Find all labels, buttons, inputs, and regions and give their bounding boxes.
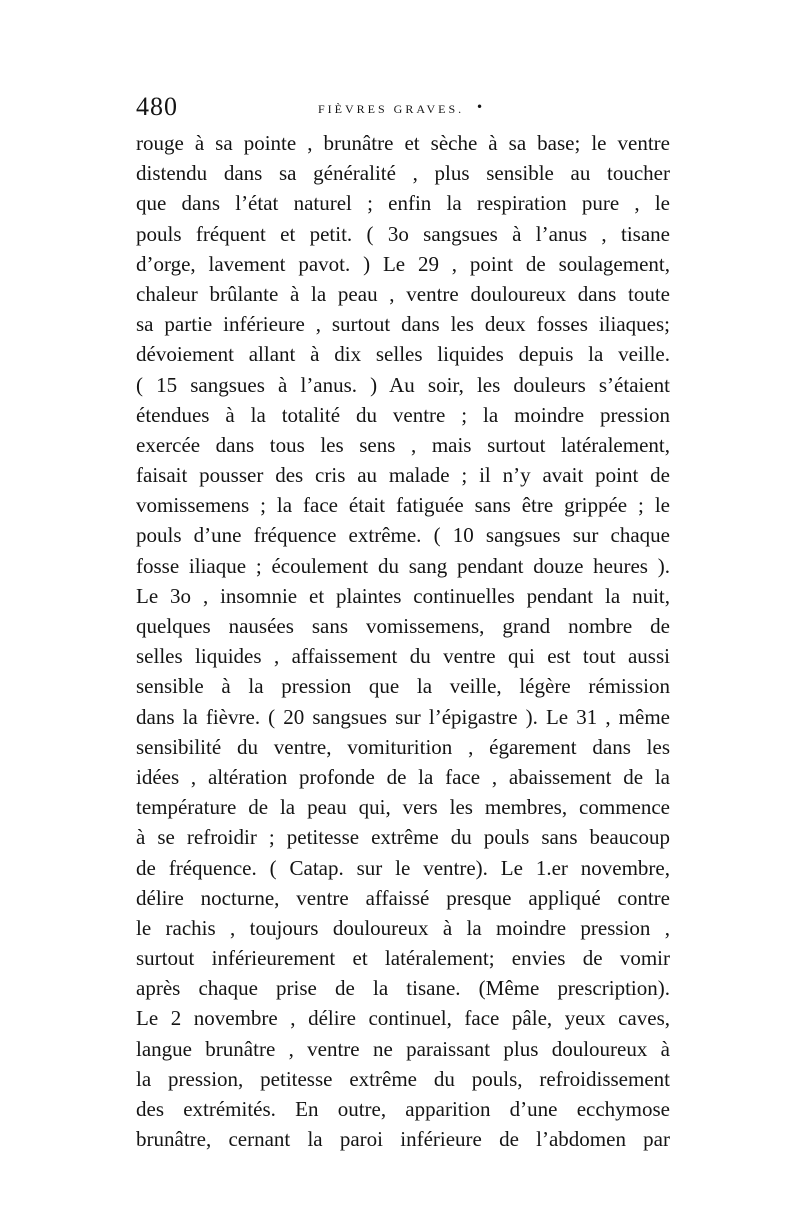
text-line: langue brunâtre , ventre ne paraissant plus douloureux à [136,1036,670,1061]
running-head: FIÈVRES GRAVES. [318,102,465,116]
text-line: distendu dans sa généralité , plus sensible au toucher [136,161,670,186]
text-line: que dans l’état naturel ; enfin la respiration pure , le [136,191,670,216]
text-line: sa partie inférieure , surtout dans les deux fosses iliaques; [136,312,670,337]
text-line: exercée dans tous les sens , mais surtout latéralement, [136,432,670,457]
body-text [136,128,670,1154]
text-line: dévoiement allant à dix selles liquides depuis la veille. [136,342,670,367]
text-line: rouge à sa pointe , brunâtre et sèche à sa base; le ventre [136,131,670,155]
text-line: étendues à la totalité du ventre ; la moindre pression [136,402,670,427]
text-line: la pression, petitesse extrême du pouls, refroidissement [136,1066,670,1091]
text-line: fosse iliaque ; écoulement du sang pendant douze heures ). [136,553,670,578]
text-line: d’orge, lavement pavot. ) Le 29 , point de soulagement, [136,251,670,276]
text-line: selles liquides , affaissement du ventre qui est tout aussi [136,644,670,669]
header-mark: • [476,100,484,114]
text-line: après chaque prise de la tisane. (Même prescription). [136,976,670,1001]
text-line: faisait pousser des cris au malade ; il n’y avait point de [136,463,670,488]
page-header [136,92,670,120]
text-line: à se refroidir ; petitesse extrême du pouls sans beaucoup [136,825,670,850]
text-line: délire nocturne, ventre affaissé presque appliqué contre [136,885,670,910]
text-line: quelques nausées sans vomissemens, grand nombre de [136,614,670,638]
text-line: sensibilité du ventre, vomiturition , égarement dans les [136,734,670,759]
page-number: 480 [136,92,178,121]
text-line: pouls d’une fréquence extrême. ( 10 sangsues sur chaque [136,523,670,548]
text-line: des extrémités. En outre, apparition d’une ecchymose [136,1097,670,1121]
text-line: vomissemens ; la face était fatiguée sans être grippée ; le [136,493,670,518]
text-line: le rachis , toujours douloureux à la moindre pression , [136,915,670,940]
text-line: sensible à la pression que la veille, légère rémission [136,674,670,699]
text-line: pouls fréquent et petit. ( 3o sangsues à l’anus , tisane [136,221,670,246]
text-line: Le 2 novembre , délire continuel, face pâle, yeux caves, [136,1006,670,1031]
text-line: chaleur brûlante à la peau , ventre douloureux dans toute [136,281,670,306]
text-line: surtout inférieurement et latéralement; envies de vomir [136,946,670,971]
text-line: dans la fièvre. ( 20 sangsues sur l’épigastre ). Le 31 , même [136,704,670,729]
text-line: ( 15 sangsues à l’anus. ) Au soir, les douleurs s’étaient [136,372,670,397]
text-line: température de la peau qui, vers les membres, commence [136,795,670,820]
text-line: de fréquence. ( Catap. sur le ventre). Le 1.er novembre, [136,855,670,880]
text-line: brunâtre, cernant la paroi inférieure de l’abdomen par [136,1127,670,1152]
text-line: idées , altération profonde de la face , abaissement de la [136,764,670,789]
text-line: Le 3o , insomnie et plaintes continuelles pendant la nuit, [136,583,670,608]
